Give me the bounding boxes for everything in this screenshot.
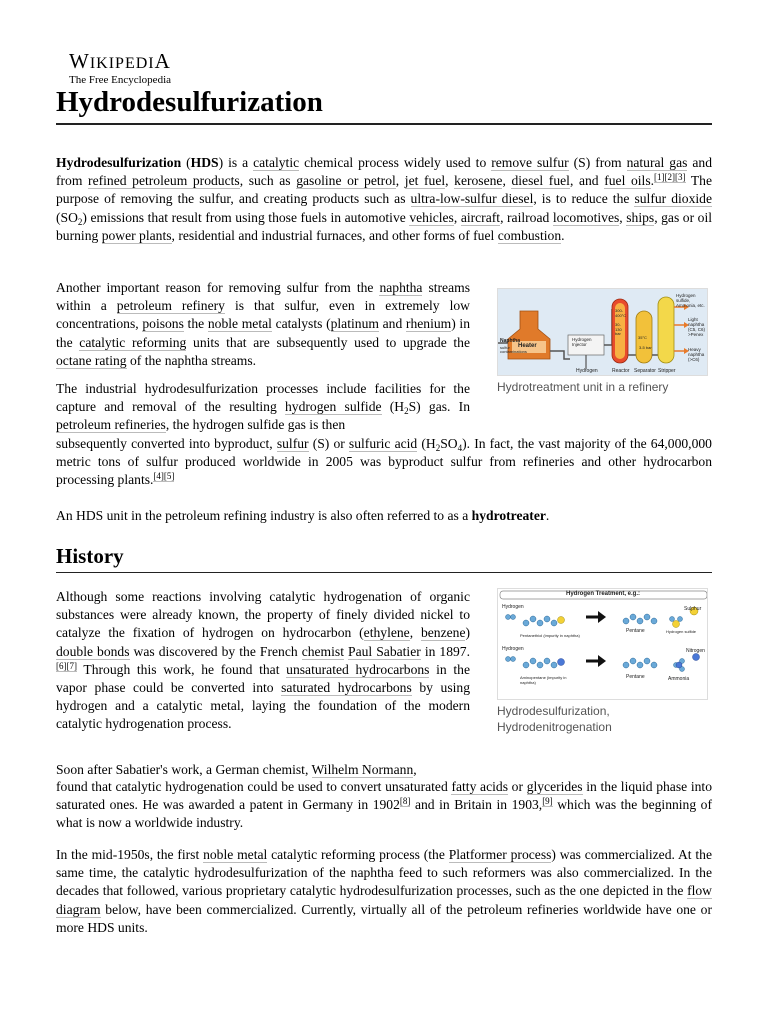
link-unsaturated-hydrocarbons[interactable]: unsaturated hydrocarbons [286, 661, 430, 677]
hydrotreatment-diagram[interactable] [497, 288, 708, 376]
link-remove-sulfur[interactable]: remove sulfur [491, 155, 569, 170]
label-aminopentane: Aminopentane (impurity in naphtha) [520, 675, 567, 685]
label-heater: Heater [518, 343, 537, 349]
hydrogen-treatment-diagram[interactable] [497, 588, 708, 700]
link-natural-gas[interactable]: natural gas [626, 155, 688, 170]
link-petroleum-refinery[interactable]: petroleum refinery [116, 298, 225, 314]
page-title: Hydrodesulfurization [56, 86, 323, 118]
label-hydrogen-sulfide: Hydrogen sulfide [666, 629, 697, 634]
ref-8[interactable]: [8] [399, 796, 411, 807]
title-divider [56, 123, 712, 125]
ref-4-5[interactable]: [4][5] [153, 471, 175, 482]
label-sulfur-contaminations: sulfur contaminations [500, 345, 527, 354]
label-temperature-separator: 35°C [638, 335, 647, 340]
figure-caption: Hydrotreatment unit in a refinery [497, 380, 669, 394]
link-sulfur-dioxide[interactable]: sulfur dioxide [634, 191, 712, 207]
wikipedia-logo[interactable] [69, 50, 209, 86]
intro-paragraph-3b: subsequently converted into byproduct, sulfur (S) or sulfuric acid $(H_2SO_4)$. In fact, the vast majority of the 64,000,000 metric tons of sulfur produced worldwide in 2005 was byproduct sulfur from refineries and other hydrocarbon processing plants.[4][5] [56, 436, 712, 488]
link-petroleum-refineries[interactable]: petroleum refineries [56, 417, 166, 433]
intro-paragraph-4: An HDS unit in the petroleum refining industry is also often referred to as a hydrotreater. [56, 508, 550, 523]
figure-hydrotreatment-unit [497, 288, 709, 395]
label-pentanethiol: Pentanethiol (impurity in naphtha) [520, 633, 580, 638]
intro-paragraph-1: Hydrodesulfurization (HDS) is a catalytic chemical process widely used to remove sulfur (S) from natural gas and from refined petroleum products, such as gasoline or petrol, jet fuel, kerosene, diesel fuel, and fuel oils.[1][2][3] The purpose of removing the sulfur, and creating products such as ultra-low-sulfur diesel, is to reduce the sulfur dioxide $(SO_2)$ emissions that result from using those fuels in automotive vehicles, aircraft, railroad locomotives, ships, gas or oil burning power plants, residential and industrial furnaces, and other forms of fuel combustion. [56, 155, 713, 243]
label-nitrogen: Nitrogen [686, 648, 705, 654]
ref-1-3[interactable]: [1][2][3] [654, 172, 686, 183]
link-paul-sabatier[interactable]: Paul Sabatier [348, 643, 421, 659]
label-separator: Separator [634, 368, 656, 374]
label-output-light-naphtha: Light naphtha (C5, C6) >Penex [688, 317, 706, 337]
link-platinum[interactable]: platinum [330, 316, 379, 332]
link-double-bonds[interactable]: double bonds [56, 643, 130, 659]
link-poisons[interactable]: poisons [142, 316, 184, 332]
history-heading: History [56, 544, 124, 568]
figure-hydrodesulfurization [497, 588, 709, 735]
link-ultra-low-sulfur-diesel[interactable]: ultra-low-sulfur diesel [410, 191, 534, 207]
logo-tagline: The Free Encyclopedia [69, 74, 172, 86]
link-sulfur[interactable]: sulfur [276, 436, 309, 451]
link-aircraft[interactable]: aircraft [460, 209, 501, 225]
link-power-plants[interactable]: power plants [101, 227, 172, 243]
label-hydrogen: Hydrogen [576, 368, 598, 374]
link-noble-metal[interactable]: noble metal [207, 316, 272, 332]
history-paragraph-2a: Soon after Sabatier's work, a German chemist, Wilhelm Normann, [56, 762, 417, 777]
label-hydrogen-row1: Hydrogen [502, 604, 524, 610]
history-paragraph-1: Although some reactions involving catalytic hydrogenation of organic substances were already known, the property of finely divided nickel to catalyze the fixation of hydrogen on hydrocarbon (ethylene, benzene) double bonds was discovered by the French chemist Paul Sabatier in 1897.[6][7] Through this work, he found that unsaturated hydrocarbons in the vapor phase could be converted into saturated hydrocarbons by using hydrogen and a catalytic metal, laying the foundation of the modern catalytic hydrogenation process. [56, 589, 471, 732]
link-octane-rating[interactable]: octane rating [56, 352, 127, 368]
link-gasoline[interactable]: gasoline or petrol [296, 173, 396, 189]
link-catalytic-reforming[interactable]: catalytic reforming [79, 334, 187, 350]
link-chemist[interactable]: chemist [301, 643, 344, 659]
link-ships[interactable]: ships [626, 209, 655, 225]
ref-6-7[interactable]: [6][7] [56, 660, 77, 671]
label-pressure-separator: 3-5 bar [639, 345, 652, 350]
label-output-heavy-naphtha: Heavy naphtha (>C6) [688, 347, 705, 362]
link-platformer-process[interactable]: Platformer process [448, 847, 552, 862]
label-naphtha: Naphtha [500, 338, 520, 344]
link-benzene[interactable]: benzene [420, 625, 466, 641]
link-kerosene[interactable]: kerosene [454, 173, 503, 189]
logo-wordmark: WIKIPEDIA [69, 49, 171, 73]
label-hydrogen-injector: Hydrogen Injector [572, 337, 592, 347]
label-hydrogen-row2: Hydrogen [502, 646, 524, 652]
link-sulfuric-acid[interactable]: sulfuric acid [348, 436, 418, 451]
figure-caption-2: Hydrodesulfurization, Hydrodenitrogenation [497, 704, 612, 734]
link-locomotives[interactable]: locomotives [552, 209, 620, 225]
label-pentane-row1: Pentane [626, 628, 645, 634]
link-refined-petroleum-products[interactable]: refined petroleum products [88, 173, 240, 189]
link-saturated-hydrocarbons[interactable]: saturated hydrocarbons [281, 680, 412, 696]
link-wilhelm-normann[interactable]: Wilhelm Normann [311, 762, 414, 777]
link-noble-metal-2[interactable]: noble metal [203, 847, 268, 862]
link-diesel-fuel[interactable]: diesel fuel [511, 173, 570, 189]
link-fuel-oils[interactable]: fuel oils [604, 173, 651, 189]
link-rhenium[interactable]: rhenium [405, 316, 452, 332]
link-naphtha[interactable]: naphtha [379, 280, 423, 295]
link-vehicles[interactable]: vehicles [409, 209, 454, 225]
label-ammonia: Ammonia [668, 676, 690, 682]
label-pressure-reactor: 30-130 bar [615, 322, 622, 336]
link-fatty-acids[interactable]: fatty acids [451, 779, 508, 794]
link-glycerides[interactable]: glycerides [526, 779, 583, 794]
label-sulphur: Sulphur [684, 606, 702, 612]
link-jet-fuel[interactable]: jet fuel [404, 173, 446, 189]
label-pentane-row2: Pentane [626, 674, 645, 680]
ref-9[interactable]: [9] [542, 796, 553, 807]
intro-paragraph-2: Another important reason for removing sulfur from the naphtha streams within a petroleum refinery is that sulfur, even in extremely low concentrations, poisons the noble metal catalysts (platinum and rhenium) in the catalytic reforming units that are subsequently used to upgrade the octane rating of the naphtha streams. [56, 280, 471, 368]
history-paragraph-2b: found that catalytic hydrogenation could be used to convert unsaturated fatty acids or glycerides in the liquid phase into saturated ones. He was awarded a patent in Germany in 1902[8] and in Britain in 1903,[9] which was the beginning of what is now a worldwide industry. [56, 779, 713, 831]
intro-paragraph-3a: The industrial hydrodesulfurization processes include facilities for the capture and removal of the resulting hydrogen sulfide $(H_2S)$ gas. In petroleum refineries, the hydrogen sulfide gas is then [56, 381, 470, 433]
label-hydrogen-treatment-title: Hydrogen Treatment, e.g.: [565, 591, 640, 597]
link-hydrogen-sulfide[interactable]: hydrogen sulfide [284, 399, 382, 415]
link-ethylene[interactable]: ethylene [363, 625, 410, 641]
label-output-gases: Hydrogen sulfide, Ammonia, etc. [676, 293, 705, 308]
history-paragraph-3: In the mid-1950s, the first noble metal catalytic reforming process (the Platformer process) was commercialized. At the same time, the catalytic hydrodesulfurization of the naphtha feed to such reformers was also commercialized. In the decades that followed, various proprietary catalytic hydrodesulfurization processes, such as the one depicted in the flow diagram below, have been commercialized. Currently, virtually all of the petroleum refineries worldwide have one or more HDS units. [56, 847, 712, 935]
link-catalytic[interactable]: catalytic [253, 155, 300, 170]
link-combustion[interactable]: combustion [497, 227, 562, 243]
label-temperature-reactor: 300-400°C [615, 308, 627, 318]
link-flow-diagram[interactable]: flow diagram [56, 883, 712, 917]
label-reactor: Reactor [612, 368, 630, 374]
label-stripper: Stripper [658, 368, 676, 374]
history-divider [56, 572, 712, 573]
